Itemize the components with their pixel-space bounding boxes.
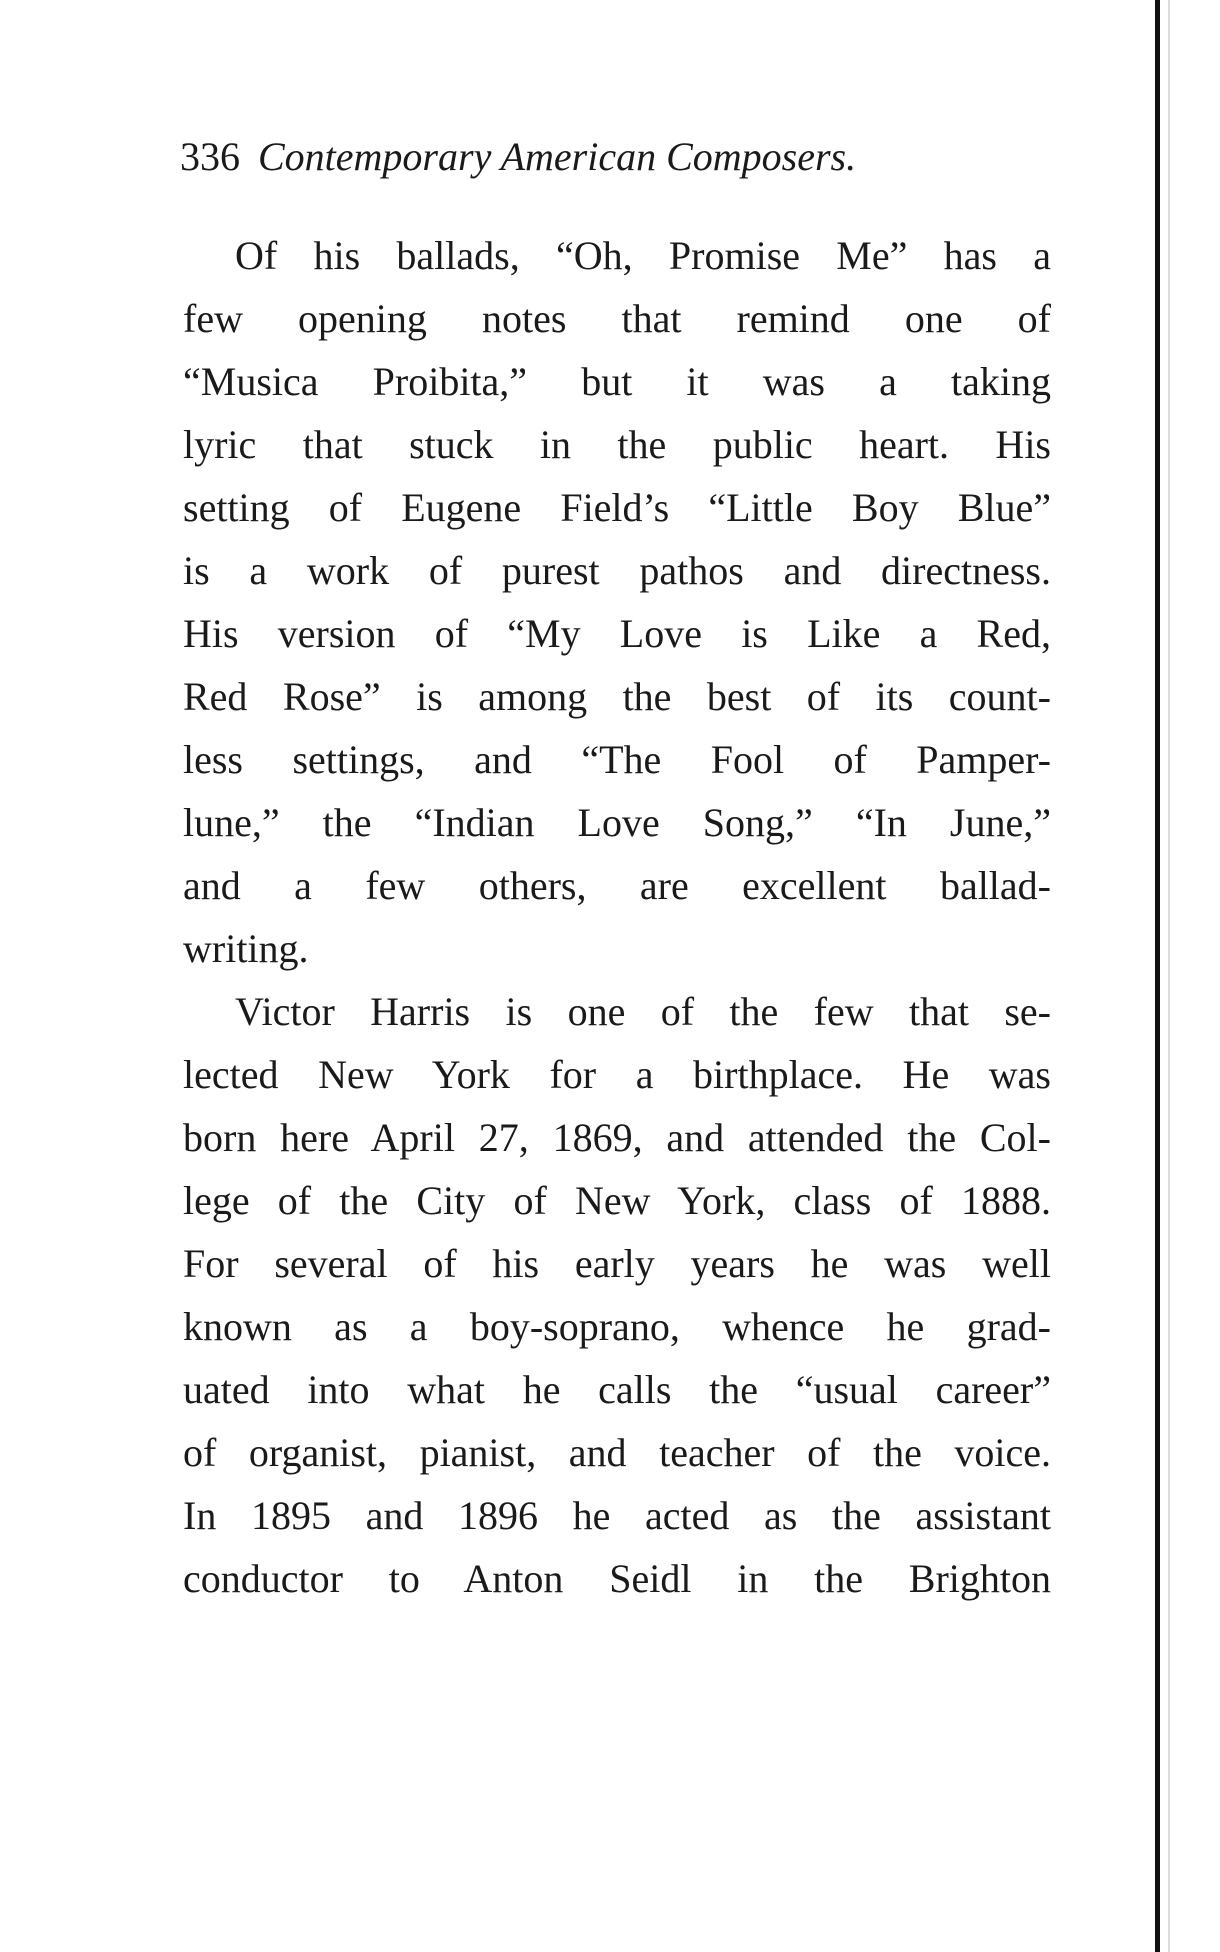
text-line: lune,” the “Indian Love Song,” “In June,” (183, 800, 1051, 845)
text-line: Victor Harris is one of the few that se- (235, 989, 1051, 1034)
running-title: Contemporary American Composers. (258, 134, 857, 179)
text-line: known as a boy-soprano, whence he grad- (183, 1304, 1051, 1349)
text-line: is a work of purest pathos and directness. (183, 548, 1051, 593)
body-text (183, 224, 1051, 1610)
text-line: In 1895 and 1896 he acted as the assistant (183, 1493, 1051, 1538)
text-line: Of his ballads, “Oh, Promise Me” has a (235, 233, 1051, 278)
paragraph-ballads (183, 224, 1051, 980)
text-line: lege of the City of New York, class of 1888. (183, 1178, 1051, 1223)
text-line: of organist, pianist, and teacher of the voice. (183, 1430, 1051, 1475)
text-line: Red Rose” is among the best of its count- (183, 674, 1051, 719)
page-edge-shadow (1168, 0, 1170, 1952)
text-line: For several of his early years he was well (183, 1241, 1051, 1286)
text-line: uated into what he calls the “usual career” (183, 1367, 1051, 1412)
text-line: born here April 27, 1869, and attended the Col- (183, 1115, 1051, 1160)
text-line: and a few others, are excellent ballad- (183, 863, 1051, 908)
text-line: lected New York for a birthplace. He was (183, 1052, 1051, 1097)
text-line: writing. (183, 926, 309, 971)
page-edge (1155, 0, 1160, 1952)
text-line: less settings, and “The Fool of Pamper- (183, 737, 1051, 782)
page-number: 336 (180, 134, 240, 179)
text-line: His version of “My Love is Like a Red, (183, 611, 1051, 656)
text-line: conductor to Anton Seidl in the Brighton (183, 1556, 1051, 1601)
paragraph-victor-harris (183, 980, 1051, 1610)
text-line: setting of Eugene Field’s “Little Boy Blue” (183, 485, 1051, 530)
running-head (180, 132, 856, 182)
text-line: lyric that stuck in the public heart. His (183, 422, 1051, 467)
text-line: few opening notes that remind one of (183, 296, 1051, 341)
text-line: “Musica Proibita,” but it was a taking (183, 359, 1051, 404)
